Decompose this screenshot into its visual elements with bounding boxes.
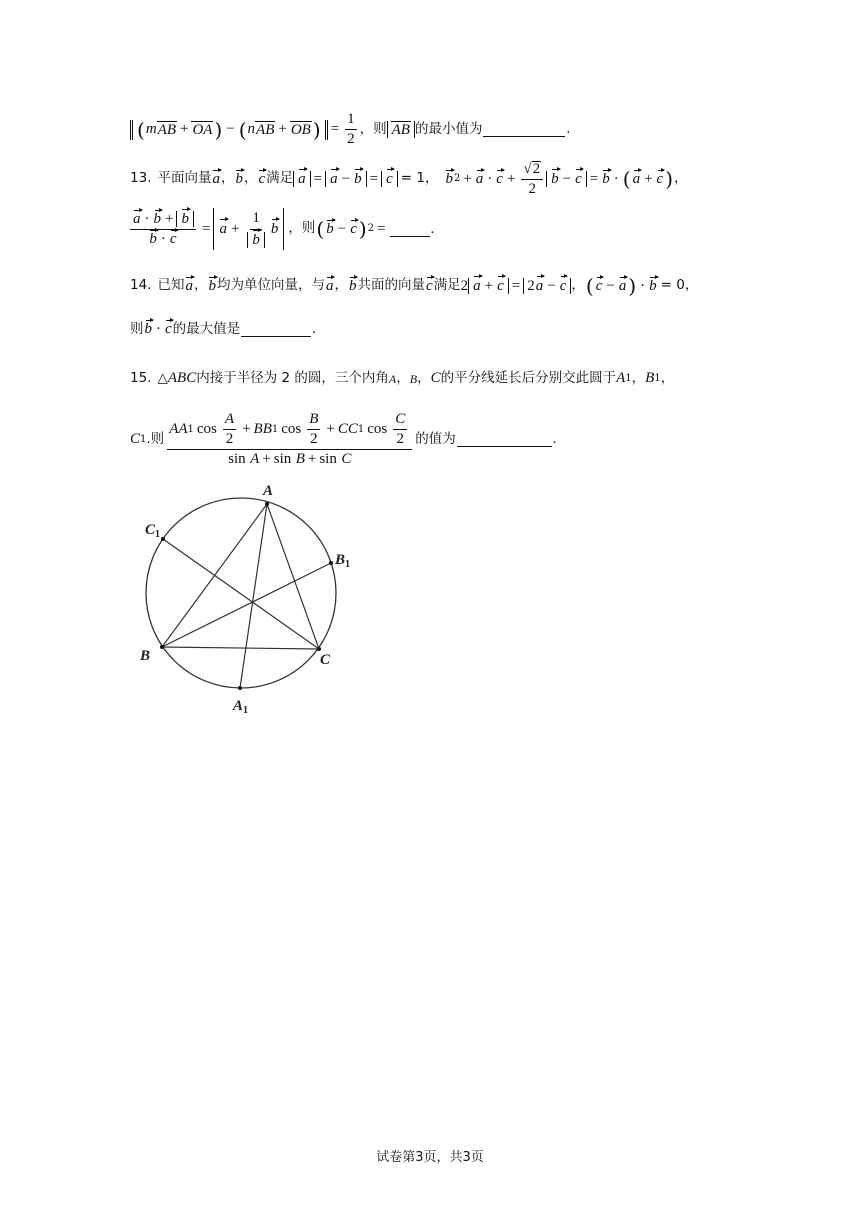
q12-formula-line: ( m AB + OA ) − ( n AB + OB ) = $\frac{1}{2}$ ，则 AB 的最小值为 . <box>130 112 570 147</box>
label-b1-sub: 1 <box>345 559 350 570</box>
point-c <box>317 647 321 651</box>
point-a <box>265 502 269 506</box>
point-b <box>160 645 164 649</box>
q13-answer-blank[interactable] <box>390 222 430 237</box>
label-a1-sub: 1 <box>243 705 248 716</box>
q12-then: ，则 <box>359 120 387 137</box>
point-c1 <box>161 537 165 541</box>
one-half-fraction: $\frac{1}{2}$ <box>347 111 355 147</box>
label-a: A <box>263 483 274 499</box>
side-bc <box>162 647 319 649</box>
q14-line-2: 则 b · c 的最大值是 . <box>130 320 316 337</box>
label-b1: B <box>335 552 346 568</box>
point-a1 <box>238 686 242 690</box>
q14-number: 14. <box>130 277 152 294</box>
q15-line-2: C 1 .则 AA 1 cos $\frac{A}{2}$ + BB 1 cos $\frac{B}{2}$ + CC 1 cos $\frac{C}{2}$ sin A + sin B + sin C 的值为 . <box>130 411 557 467</box>
q13-satisfy: 满足 <box>266 170 294 187</box>
ab-magnitude: AB <box>387 121 415 139</box>
q12-answer-blank[interactable] <box>483 122 565 137</box>
q13-line-2: a · b + b b · c = a + $\frac{1}{b}$ b ，则 ( b − c ) 2 = . <box>130 208 434 250</box>
side-ca <box>267 504 319 649</box>
label-c1-sub: 1 <box>155 529 160 540</box>
q15-number: 15. <box>130 369 152 386</box>
bisector-bb1 <box>162 563 331 647</box>
q14-line-1: 14. 已知 a ， b 均为单位向量，与 a ， b 共面的向量 c 满足 2 a + c = 2a − c ， ( c − a ) · b = 0， <box>130 274 699 298</box>
label-c: C <box>320 652 331 668</box>
q13-number: 13. <box>130 170 152 187</box>
q12-double-abs: ( m AB + OA ) − ( n AB + OB ) <box>130 120 328 140</box>
label-c1: C <box>145 522 156 538</box>
q13-intro: 平面向量 <box>157 170 212 187</box>
label-b: B <box>140 648 151 664</box>
page-footer: 试卷第3页，共3页 <box>376 1150 484 1165</box>
q14-answer-blank[interactable] <box>241 322 311 337</box>
q13-line-1: 13. 平面向量 a ， b ， c 满足 a = a − b = c = 1， b 2 + a · c + √ 2 2 b − c = b · ( a + c ) ， <box>130 160 688 197</box>
circumscribed-circle <box>146 498 336 688</box>
q15-answer-blank[interactable] <box>457 432 552 447</box>
bisector-cc1 <box>163 539 319 649</box>
q12-min-label: 的最小值为 <box>414 120 483 137</box>
q15-main-fraction: AA 1 cos $\frac{A}{2}$ + BB 1 cos $\frac{B}{2}$ + CC 1 cos $\frac{C}{2}$ sin A + sin B + sin C <box>167 412 412 467</box>
label-a1: A <box>233 698 244 714</box>
q15-line-1: 15. △ ABC 内接于半径为 2 的圆，三个内角 A ， B ， C 的平分线延长后分别交此圆于 A 1 ， B 1 ， <box>130 369 675 386</box>
point-b1 <box>329 561 333 565</box>
circle-triangle-figure <box>130 478 370 723</box>
q13-left-fraction: a · b + b b · c <box>130 211 196 248</box>
